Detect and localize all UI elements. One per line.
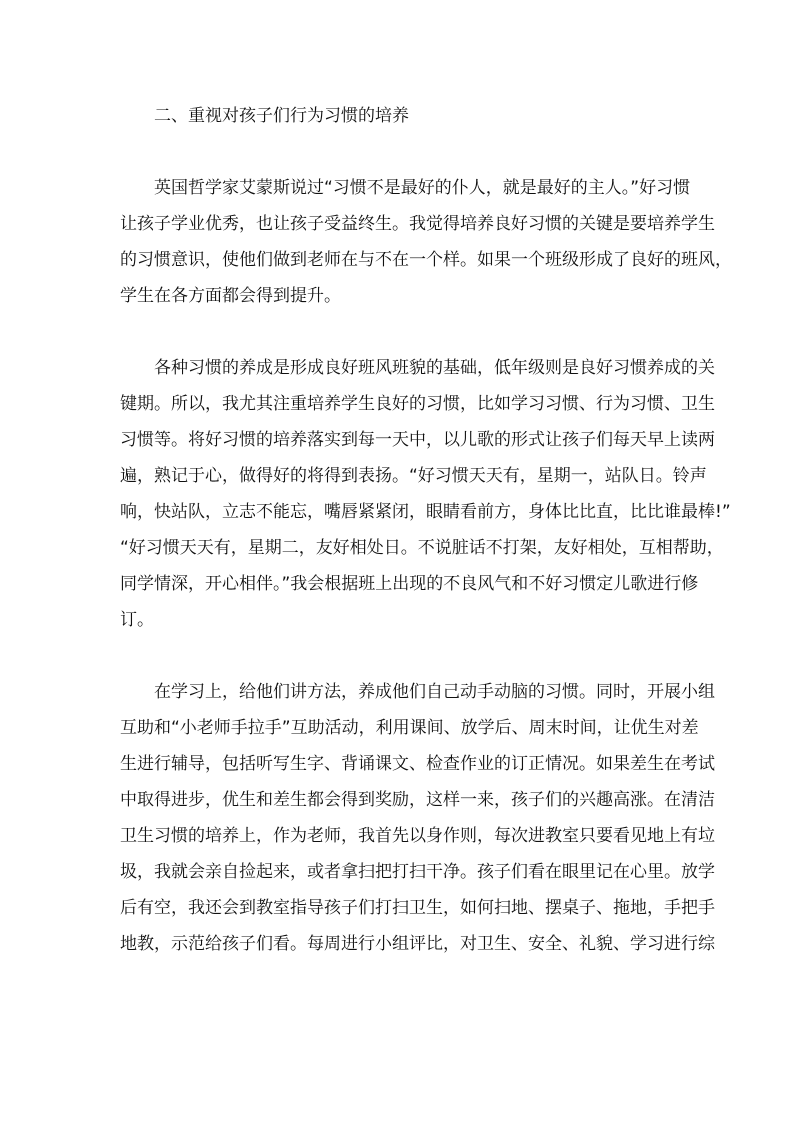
document-body	[120, 98, 732, 962]
paragraph-line: 同学情深，开心相伴。”我会根据班上出现的不良风气和不好习惯定儿歌进行修	[120, 574, 699, 594]
paragraph-line: 的习惯意识，使他们做到老师在与不在一个样。如果一个班级形成了良好的班风，	[120, 250, 732, 270]
paragraph-line: 各种习惯的养成是形成良好班风班貌的基础，低年级则是良好习惯养成的关	[154, 358, 715, 378]
paragraph-line: 互助和“小老师手拉手”互助活动，利用课间、放学后、周末时间，让优生对差	[120, 718, 699, 738]
paragraph-line: 学生在各方面都会得到提升。	[120, 286, 341, 306]
paragraph-gap	[120, 638, 682, 674]
section-heading: 二、重视对孩子们行为习惯的培养	[154, 106, 409, 126]
paragraph-line: 响，快站队，立志不能忘，嘴唇紧紧闭，眼睛看前方，身体比比直，比比谁最棒!”	[120, 502, 731, 522]
paragraph-line: 中取得进步，优生和差生都会得到奖励，这样一来，孩子们的兴趣高涨。在清洁	[120, 790, 715, 810]
paragraph-line: 让孩子学业优秀，也让孩子受益终生。我觉得培养良好习惯的关键是要培养学生	[120, 214, 715, 234]
paragraph-line: 订。	[120, 610, 154, 630]
paragraph-line: 英国哲学家艾蒙斯说过“习惯不是最好的仆人，就是最好的主人。”好习惯	[154, 178, 691, 198]
paragraph-line: 遍，熟记于心，做得好的将得到表扬。“好习惯天天有，星期一，站队日。铃声	[120, 466, 707, 486]
paragraph-gap	[120, 134, 682, 170]
paragraph-line: 习惯等。将好习惯的培养落实到每一天中，以儿歌的形式让孩子们每天早上读两	[120, 430, 715, 450]
paragraph-line: 生进行辅导，包括听写生字、背诵课文、检查作业的订正情况。如果差生在考试	[120, 754, 715, 774]
paragraph-line: 后有空，我还会到教室指导孩子们打扫卫生，如何扫地、摆桌子、拖地，手把手	[120, 898, 715, 918]
paragraph-line: 地教，示范给孩子们看。每周进行小组评比，对卫生、安全、礼貌、学习进行综	[120, 934, 715, 954]
paragraph-line: 在学习上，给他们讲方法，养成他们自己动手动脑的习惯。同时，开展小组	[154, 682, 715, 702]
paragraph-1	[120, 170, 732, 314]
paragraph-gap	[120, 314, 682, 350]
paragraph-2	[120, 350, 731, 638]
paragraph-3	[120, 674, 715, 962]
paragraph-line: 卫生习惯的培养上，作为老师，我首先以身作则，每次进教室只要看见地上有垃	[120, 826, 715, 846]
paragraph-line: “好习惯天天有，星期二，友好相处日。不说脏话不打架，友好相处，互相帮助，	[120, 538, 724, 558]
paragraph-line: 圾，我就会亲自捡起来，或者拿扫把打扫干净。孩子们看在眼里记在心里。放学	[120, 862, 715, 882]
paragraph-line: 键期。所以，我尤其注重培养学生良好的习惯，比如学习习惯、行为习惯、卫生	[120, 394, 715, 414]
